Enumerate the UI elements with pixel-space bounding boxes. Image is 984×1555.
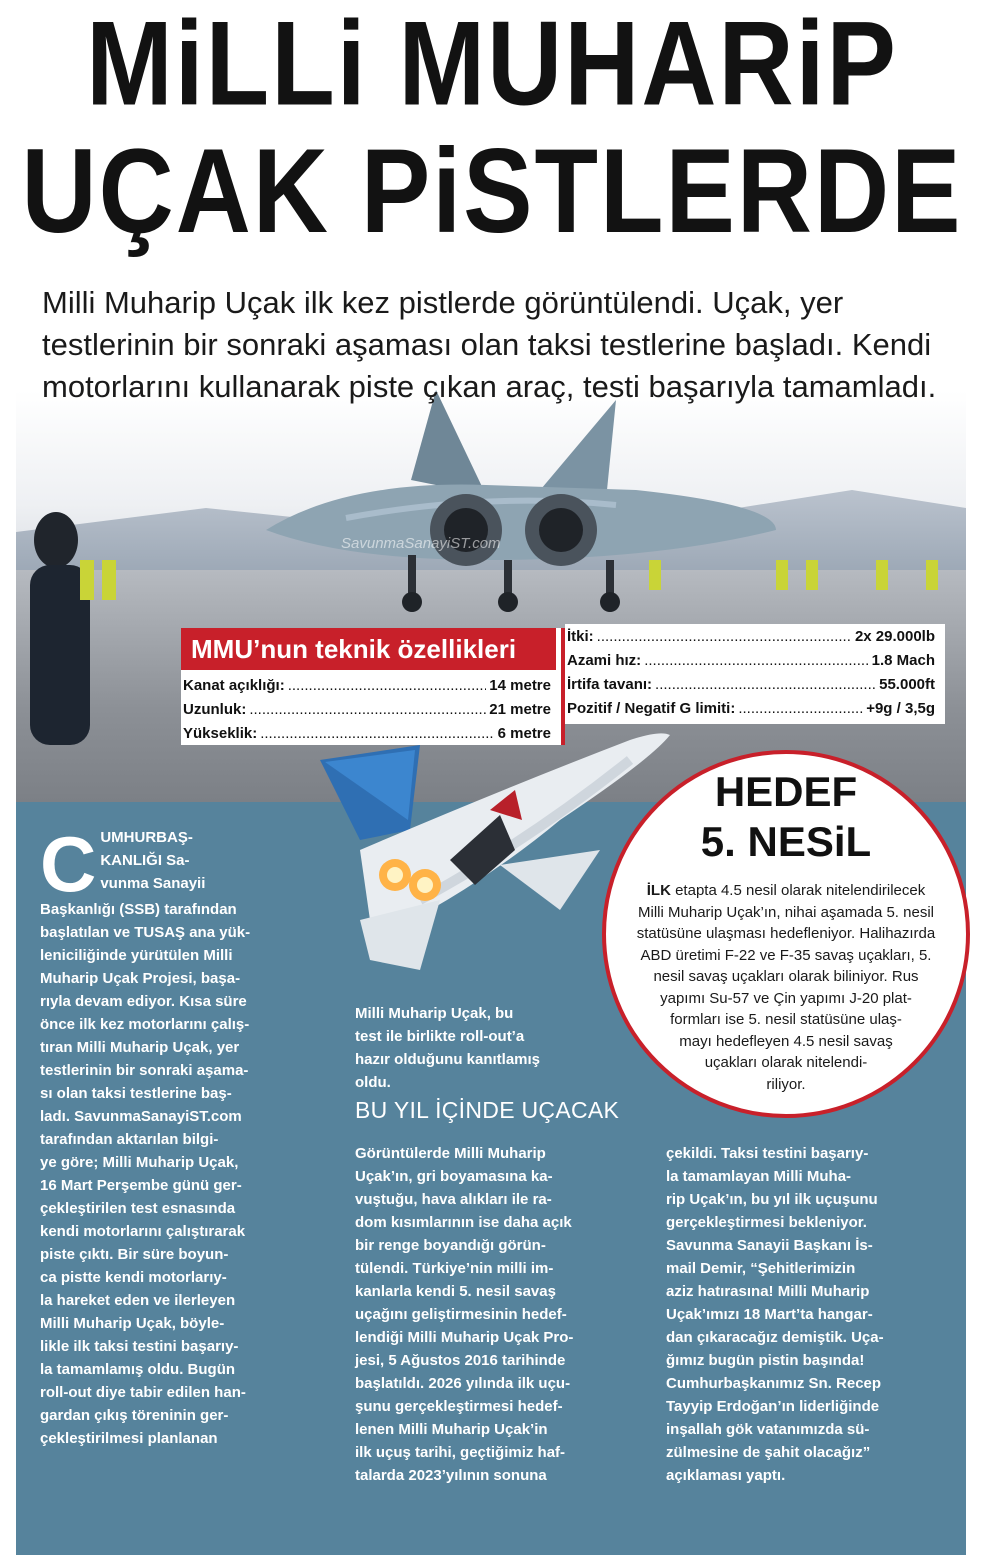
col2-line: hazır olduğunu kanıtlamış (355, 1051, 541, 1068)
col1-line: çekleştirilmesi planlanan (40, 1430, 218, 1447)
col3-line: zülmesine de şahit olacağız” (666, 1444, 871, 1461)
spec-row-wingspan (183, 677, 551, 694)
col3-line: dan çıkaracağız demiştik. Uça- (666, 1329, 884, 1346)
col2-line: uçağını geliştirmesinin hedef- (355, 1306, 567, 1323)
sidebar-title-line-1: HEDEF (714, 768, 858, 815)
col1-line: kendi motorlarını çalıştırarak (40, 1223, 246, 1240)
sidebar-line: mayı hedefleyen 4.5 nesil savaş (679, 1032, 893, 1050)
col3-line: ğımız bugün pistin başında! (666, 1352, 865, 1369)
col2-line: lenen Milli Muharip Uçak’in (355, 1421, 548, 1438)
spec-row-ceiling (567, 676, 935, 693)
col2-line: dom kısımlarının ise daha açık (355, 1214, 572, 1231)
col3-line: rip Uçak’ın, bu yıl ilk uçuşunu (666, 1191, 878, 1208)
sidebar-lead-word: İLK (646, 882, 671, 899)
article-column-2-top (355, 1002, 625, 1094)
col3-line: gerçekleştirmesi bekleniyor. (666, 1214, 867, 1231)
spec-value: 14 metre (489, 677, 551, 694)
col1-line: roll-out diye tabir edilen han- (40, 1384, 246, 1401)
col1-line: leniciliğinde yürütülen Milli (40, 947, 233, 964)
col3-line: la tamamlayan Milli Muha- (666, 1168, 852, 1185)
col3-line: açıklaması yaptı. (666, 1467, 786, 1484)
spec-label: Yükseklik: (183, 725, 258, 742)
spec-label: Uzunluk: (183, 701, 247, 718)
article-column-3 (666, 1142, 956, 1487)
col2-line: ilk uçuş tarihi, geçtiğimiz haf- (355, 1444, 566, 1461)
spec-row-max-speed (567, 652, 935, 669)
col1-line: ca pistte kendi motorlarıy- (40, 1269, 227, 1286)
col3-line: Cumhurbaşkanımız Sn. Recep (666, 1375, 882, 1392)
spec-label: Pozitif / Negatif G limiti: (567, 700, 736, 717)
col1-line: vunma Sanayii (100, 875, 206, 892)
col3-line: Savunma Sanayii Başkanı İs- (666, 1237, 873, 1254)
spec-label: İtki: (567, 628, 594, 645)
col1-line: testlerinin bir sonraki aşama- (40, 1062, 249, 1079)
sidebar-line: yapımı Su-57 ve Çin yapımı J-20 plat- (660, 989, 912, 1007)
col3-line: mail Demir, “Şehitlerimizin (666, 1260, 856, 1277)
spec-row-thrust (567, 628, 935, 645)
article-column-2 (355, 1142, 635, 1487)
col2-line: vuştuğu, hava alıkları ile ra- (355, 1191, 552, 1208)
spec-value: 55.000ft (879, 676, 935, 693)
col1-line: KANLIĞI Sa- (100, 852, 190, 869)
photo-watermark: SavunmaSanayiST.com (341, 535, 501, 552)
spec-label: Kanat açıklığı: (183, 677, 285, 694)
col3-line: aziz hatırasına! Milli Muharip (666, 1283, 870, 1300)
col1-line: piste çıktı. Bir süre boyun- (40, 1246, 229, 1263)
col1-line: gardan çıkış töreninin ger- (40, 1407, 229, 1424)
spec-value: 2x 29.000lb (854, 628, 935, 645)
col2-line: tülendi. Türkiye’nin milli im- (355, 1260, 554, 1277)
col3-line: inşallah gök vatanımızda sü- (666, 1421, 870, 1438)
col2-line: test ile birlikte roll-out’a (355, 1028, 525, 1045)
col1-line: Milli Muharip Uçak, böyle- (40, 1315, 225, 1332)
col1-line: Başkanlığı (SSB) tarafından (40, 901, 237, 918)
col2-line: Milli Muharip Uçak, bu (355, 1005, 514, 1022)
col2-line: kanlarla kendi 5. nesil savaş (355, 1283, 556, 1300)
article-subhead: BU YIL İÇİNDE UÇACAK (355, 1097, 620, 1123)
sidebar-title-line-2: 5. NESiL (700, 818, 872, 865)
sidebar-line: riliyor. (766, 1075, 806, 1093)
sidebar-line: İLK etapta 4.5 nesil olarak nitelendirilecek (646, 882, 926, 899)
col1-line: la hareket eden ve ilerleyen (40, 1292, 236, 1309)
specs-title: MMU’nun teknik özellikleri (181, 628, 556, 670)
spec-value: 21 metre (489, 701, 551, 718)
col1-line: ye göre; Milli Muharip Uçak, (40, 1154, 239, 1171)
col2-line: jesi, 5 Ağustos 2016 tarihinde (355, 1352, 566, 1369)
spec-label: İrtifa tavanı: (567, 676, 653, 693)
article-column-1 (40, 820, 330, 1450)
col2-line: Uçak’ın, gri boyamasına ka- (355, 1168, 553, 1185)
spec-label: Azami hız: (567, 652, 642, 669)
col2-line: Görüntülerde Milli Muharip (355, 1145, 546, 1162)
sidebar-circle (602, 750, 970, 1118)
col1-line: önce ilk kez motorlarını çalış- (40, 1016, 250, 1033)
col1-line: çekleştirilen test esnasında (40, 1200, 236, 1217)
col2-line: şunu gerçekleştirmesi hedef- (355, 1398, 563, 1415)
sidebar-line: nesil savaş uçakları olarak biliniyor. Rus (653, 968, 919, 985)
sidebar-line: uçakları olarak nitelendi- (704, 1054, 868, 1071)
col1-line: UMHURBAŞ- (100, 829, 193, 846)
col1-line: sı olan taksi testlerine baş- (40, 1085, 232, 1102)
col3-line: Uçak’ımızı 18 Mart’ta hangar- (666, 1306, 873, 1323)
col2-line: bir renge boyandığı görün- (355, 1237, 546, 1254)
sidebar-line: statüsüne ulaşması hedefleniyor. Halihazırda (636, 925, 936, 942)
col1-line: tarafından aktarılan bilgi- (40, 1131, 219, 1148)
spec-value: +9g / 3,5g (866, 700, 935, 717)
spec-value: 1.8 Mach (871, 652, 935, 669)
col1-line: 16 Mart Perşembe günü ger- (40, 1177, 242, 1194)
sidebar-line: ABD üretimi F-22 ve F-35 savaş uçakları, 5. (640, 946, 932, 964)
col1-line: tıran Milli Muharip Uçak, yer (40, 1039, 240, 1056)
sidebar-line: formları ise 5. nesil statüsüne ulaş- (670, 1011, 902, 1028)
col1-line: likle ilk taksi testini başarıy- (40, 1338, 239, 1355)
headline-line-2: UÇAK PiSTLERDE (21, 125, 963, 259)
col1-line: ladı. SavunmaSanayiST.com (40, 1108, 242, 1125)
col2-line: başlatıldı. 2026 yılında ilk uçu- (355, 1375, 571, 1392)
sidebar-body (606, 880, 966, 1095)
col3-line: Tayyip Erdoğan’ın liderliğinde (666, 1398, 880, 1415)
lede-paragraph: Milli Muharip Uçak ilk kez pistlerde görüntülendi. Uçak, yer testlerinin bir sonraki aşaması olan taksi testlerine başladı. Kendi motorlarını kullanarak piste çıkan araç, testi başarıyla tamamladı. (42, 285, 937, 404)
headline-line-1: MiLLi MUHARiP (86, 0, 898, 131)
drop-cap: C (40, 820, 97, 908)
col2-line: oldu. (355, 1074, 391, 1091)
col2-line: lendiği Milli Muharip Uçak Pro- (355, 1329, 574, 1346)
spec-value: 6 metre (497, 725, 551, 742)
col1-line: Muharip Uçak Projesi, başa- (40, 970, 241, 987)
col1-line: rıyla devam ediyor. Kısa süre (40, 993, 247, 1010)
sidebar-line: Milli Muharip Uçak’ın, nihai aşamada 5. nesil (638, 903, 934, 921)
col2-line: talarda 2023’yılının sonuna (355, 1467, 547, 1484)
col3-line: çekildi. Taksi testini başarıy- (666, 1145, 869, 1162)
col1-line: başlatılan ve TUSAŞ ana yük- (40, 924, 251, 941)
col1-line: la tamamlamış oldu. Bugün (40, 1361, 236, 1378)
